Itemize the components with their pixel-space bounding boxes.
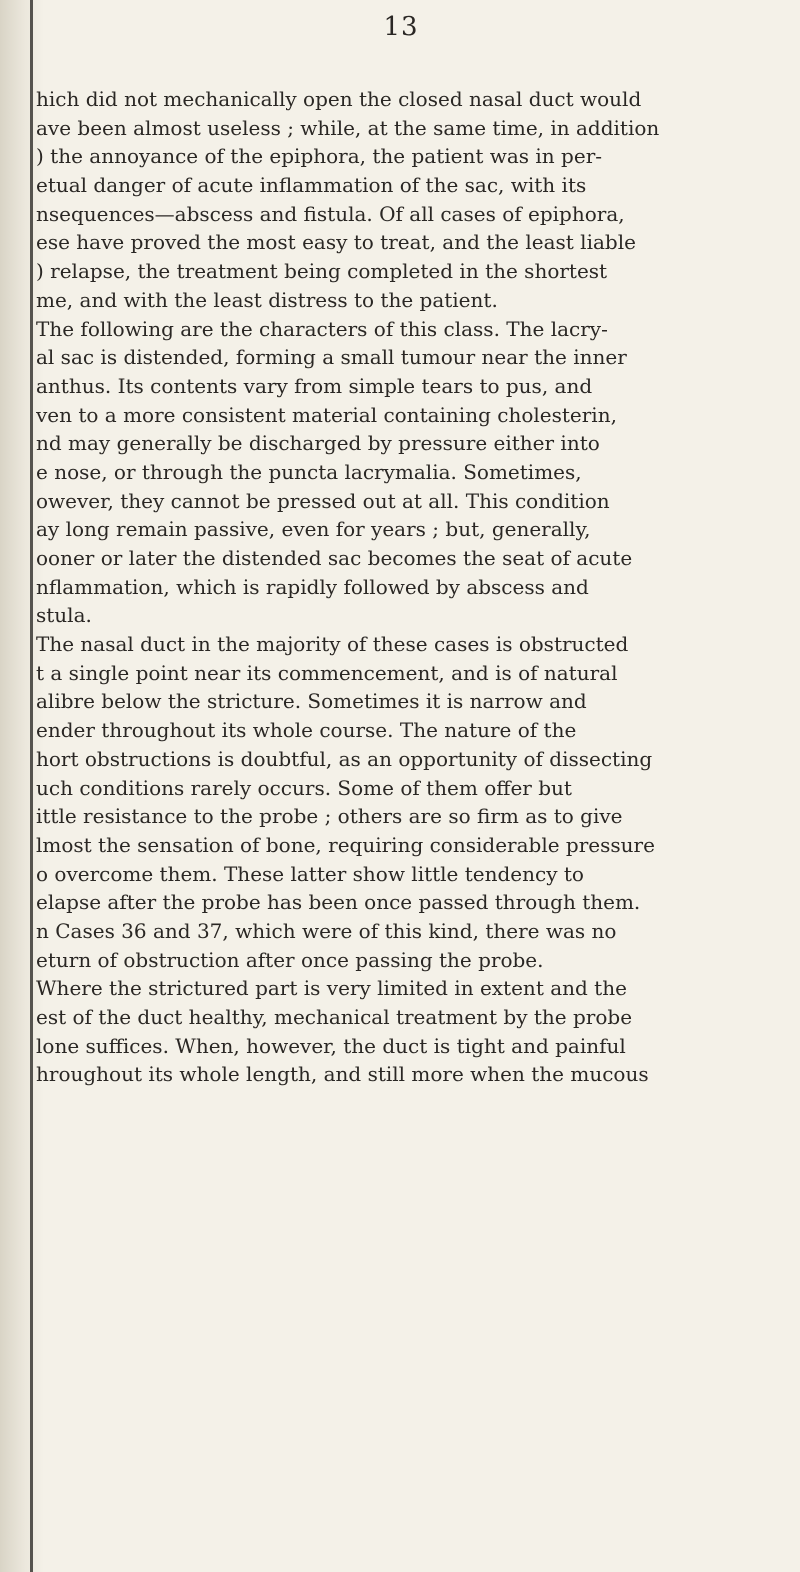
text-line: hich did not mechanically open the closed nasal duct would bbox=[36, 87, 642, 111]
text-line: elapse after the probe has been once passed through them. bbox=[36, 890, 641, 915]
binding-edge-line bbox=[30, 0, 33, 1572]
text-line: t a single point near its commencement, and is of natural bbox=[36, 660, 618, 685]
text-line: ittle resistance to the probe ; others are so firm as to give bbox=[36, 804, 623, 829]
text-line: nflammation, which is rapidly followed by abscess and bbox=[36, 574, 589, 599]
text-line: hort obstructions is doubtful, as an opportunity of dissecting bbox=[36, 746, 653, 771]
text-line: al sac is distended, forming a small tumour near the inner bbox=[36, 345, 627, 370]
text-line: n Cases 36 and 37, which were of this kind, there was no bbox=[36, 918, 617, 943]
text-line: o overcome them. These latter show little tendency to bbox=[36, 861, 584, 886]
text-line: nsequences—abscess and fistula. Of all cases of epiphora, bbox=[36, 201, 625, 226]
text-line: lone suffices. When, however, the duct is tight and painful bbox=[36, 1033, 626, 1058]
text-line: The nasal duct in the majority of these cases is obstructed bbox=[36, 632, 629, 657]
text-line: hroughout its whole length, and still more when the mucous bbox=[36, 1062, 649, 1087]
text-line: alibre below the stricture. Sometimes it is narrow and bbox=[36, 689, 587, 714]
text-line: The following are the characters of this class. The lacry- bbox=[36, 316, 608, 341]
text-line: etual danger of acute inflammation of the sac, with its bbox=[36, 173, 587, 198]
text-line: ) the annoyance of the epiphora, the patient was in per- bbox=[36, 144, 603, 169]
text-line: ooner or later the distended sac becomes the seat of acute bbox=[36, 546, 633, 570]
book-page bbox=[36, 0, 796, 1572]
text-line: ese have proved the most easy to treat, and the least liable bbox=[36, 230, 636, 255]
text-line: eturn of obstruction after once passing the probe. bbox=[36, 947, 544, 972]
text-line: Where the strictured part is very limited in extent and the bbox=[36, 976, 627, 1001]
text-line: ay long remain passive, even for years ; but, generally, bbox=[36, 517, 591, 542]
text-line: e nose, or through the puncta lacrymalia. Sometimes, bbox=[36, 459, 582, 484]
text-line: ven to a more consistent material containing cholesterin, bbox=[36, 402, 617, 427]
text-line: ender throughout its whole course. The nature of the bbox=[36, 718, 577, 743]
text-line: uch conditions rarely occurs. Some of them offer but bbox=[36, 775, 572, 800]
text-line: est of the duct healthy, mechanical treatment by the probe bbox=[36, 1005, 633, 1029]
text-line: me, and with the least distress to the patient. bbox=[36, 287, 498, 312]
text-line: ) relapse, the treatment being completed in the shortest bbox=[36, 259, 608, 284]
body-text bbox=[36, 85, 796, 1089]
text-line: owever, they cannot be pressed out at all. This condition bbox=[36, 488, 610, 513]
text-line: anthus. Its contents vary from simple tears to pus, and bbox=[36, 373, 593, 398]
text-line: nd may generally be discharged by pressure either into bbox=[36, 431, 600, 456]
page-number: 13 bbox=[383, 12, 419, 42]
text-line: stula. bbox=[36, 603, 92, 628]
text-line: lmost the sensation of bone, requiring considerable pressure bbox=[36, 832, 655, 857]
text-line: ave been almost useless ; while, at the same time, in addition bbox=[36, 115, 660, 140]
